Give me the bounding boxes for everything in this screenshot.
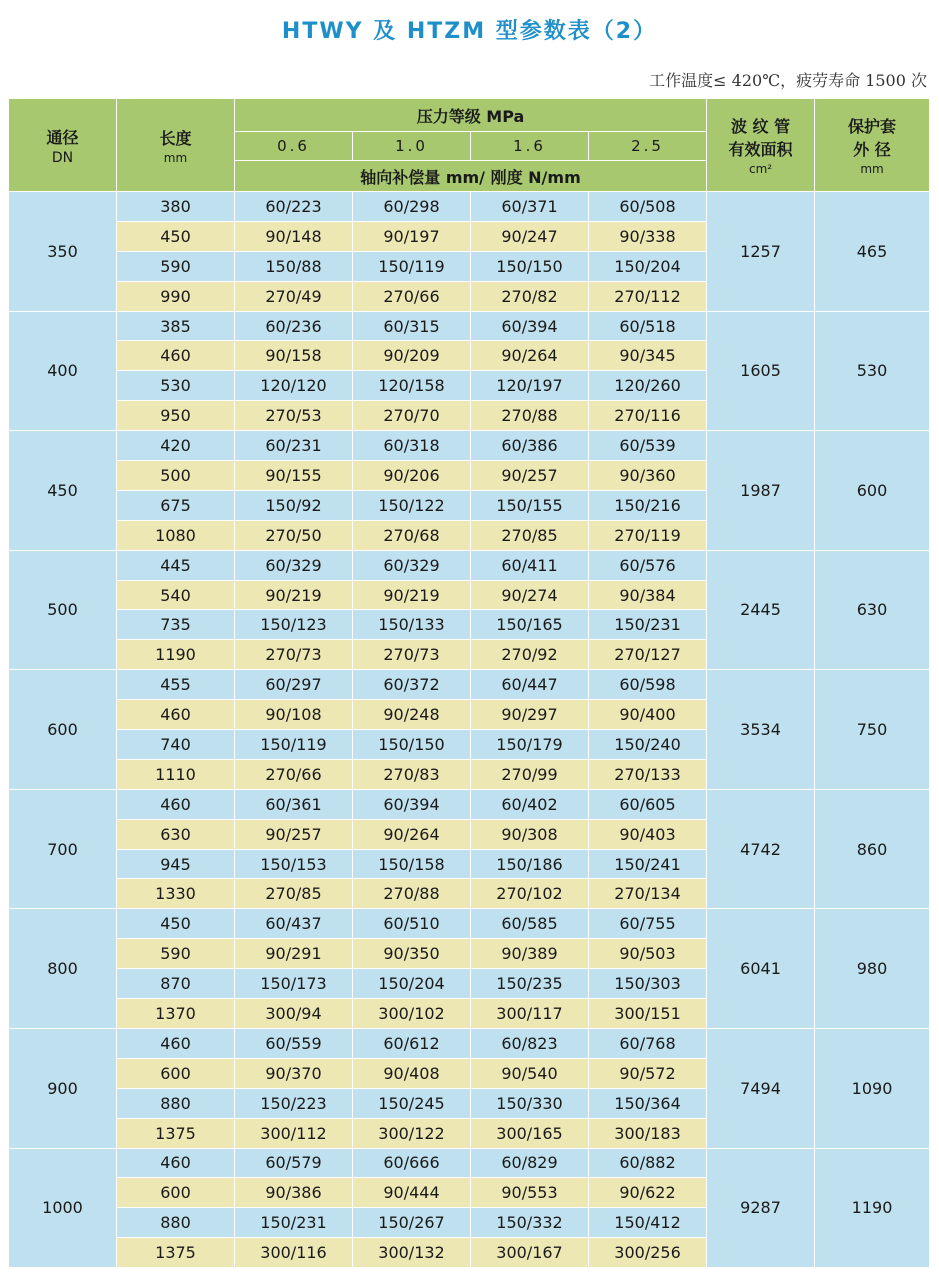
length-cell: 740 bbox=[117, 730, 235, 760]
value-cell: 300/167 bbox=[471, 1238, 589, 1268]
value-cell: 300/132 bbox=[353, 1238, 471, 1268]
length-cell: 590 bbox=[117, 939, 235, 969]
value-cell: 60/394 bbox=[471, 311, 589, 341]
length-cell: 1110 bbox=[117, 759, 235, 789]
sleeve-cell: 465 bbox=[815, 192, 930, 312]
dn-cell: 500 bbox=[9, 550, 117, 670]
value-cell: 60/361 bbox=[235, 789, 353, 819]
length-cell: 1080 bbox=[117, 520, 235, 550]
length-cell: 675 bbox=[117, 490, 235, 520]
length-cell: 1375 bbox=[117, 1118, 235, 1148]
length-cell: 1330 bbox=[117, 879, 235, 909]
value-cell: 60/371 bbox=[471, 192, 589, 222]
value-cell: 60/402 bbox=[471, 789, 589, 819]
area-cell: 1605 bbox=[707, 311, 815, 431]
area-cell: 6041 bbox=[707, 909, 815, 1029]
length-cell: 450 bbox=[117, 221, 235, 251]
value-cell: 60/318 bbox=[353, 431, 471, 461]
dn-cell: 800 bbox=[9, 909, 117, 1029]
value-cell: 90/389 bbox=[471, 939, 589, 969]
value-cell: 270/68 bbox=[353, 520, 471, 550]
length-cell: 540 bbox=[117, 580, 235, 610]
value-cell: 60/411 bbox=[471, 550, 589, 580]
table-row bbox=[9, 789, 930, 819]
dn-cell: 900 bbox=[9, 1028, 117, 1148]
length-cell: 420 bbox=[117, 431, 235, 461]
value-cell: 270/73 bbox=[235, 640, 353, 670]
value-cell: 90/209 bbox=[353, 341, 471, 371]
length-cell: 1375 bbox=[117, 1238, 235, 1268]
value-cell: 60/585 bbox=[471, 909, 589, 939]
sleeve-cell: 980 bbox=[815, 909, 930, 1029]
value-cell: 90/384 bbox=[589, 580, 707, 610]
value-cell: 90/386 bbox=[235, 1178, 353, 1208]
value-cell: 300/183 bbox=[589, 1118, 707, 1148]
length-cell: 455 bbox=[117, 670, 235, 700]
value-cell: 300/122 bbox=[353, 1118, 471, 1148]
value-cell: 60/236 bbox=[235, 311, 353, 341]
value-cell: 90/219 bbox=[353, 580, 471, 610]
table-row bbox=[9, 192, 930, 222]
value-cell: 90/274 bbox=[471, 580, 589, 610]
dn-cell: 700 bbox=[9, 789, 117, 909]
value-cell: 90/403 bbox=[589, 819, 707, 849]
length-cell: 460 bbox=[117, 1148, 235, 1178]
area-cell: 9287 bbox=[707, 1148, 815, 1268]
value-cell: 60/231 bbox=[235, 431, 353, 461]
length-cell: 880 bbox=[117, 1088, 235, 1118]
value-cell: 120/120 bbox=[235, 371, 353, 401]
value-cell: 270/119 bbox=[589, 520, 707, 550]
length-cell: 870 bbox=[117, 969, 235, 999]
value-cell: 90/345 bbox=[589, 341, 707, 371]
value-cell: 270/66 bbox=[353, 281, 471, 311]
value-cell: 60/329 bbox=[235, 550, 353, 580]
value-cell: 150/231 bbox=[235, 1208, 353, 1238]
value-cell: 60/612 bbox=[353, 1028, 471, 1058]
length-cell: 500 bbox=[117, 461, 235, 491]
value-cell: 150/150 bbox=[471, 251, 589, 281]
value-cell: 60/315 bbox=[353, 311, 471, 341]
page-title: HTWY 及 HTZM 型参数表（2） bbox=[281, 19, 658, 44]
length-cell: 445 bbox=[117, 550, 235, 580]
value-cell: 90/540 bbox=[471, 1058, 589, 1088]
sleeve-cell: 1190 bbox=[815, 1148, 930, 1268]
table-row bbox=[9, 431, 930, 461]
value-cell: 60/666 bbox=[353, 1148, 471, 1178]
table-body bbox=[9, 192, 930, 1268]
area-cell: 7494 bbox=[707, 1028, 815, 1148]
value-cell: 90/370 bbox=[235, 1058, 353, 1088]
value-cell: 270/88 bbox=[353, 879, 471, 909]
value-cell: 150/122 bbox=[353, 490, 471, 520]
value-cell: 120/260 bbox=[589, 371, 707, 401]
value-cell: 150/150 bbox=[353, 730, 471, 760]
value-cell: 60/508 bbox=[589, 192, 707, 222]
length-cell: 450 bbox=[117, 909, 235, 939]
value-cell: 60/768 bbox=[589, 1028, 707, 1058]
value-cell: 60/394 bbox=[353, 789, 471, 819]
length-cell: 945 bbox=[117, 849, 235, 879]
sleeve-cell: 530 bbox=[815, 311, 930, 431]
value-cell: 90/219 bbox=[235, 580, 353, 610]
value-cell: 150/153 bbox=[235, 849, 353, 879]
value-cell: 90/197 bbox=[353, 221, 471, 251]
value-cell: 60/829 bbox=[471, 1148, 589, 1178]
value-cell: 150/231 bbox=[589, 610, 707, 640]
value-cell: 270/85 bbox=[235, 879, 353, 909]
header-length: 长度 mm bbox=[117, 99, 235, 192]
length-cell: 385 bbox=[117, 311, 235, 341]
header-pressure-1: 1.0 bbox=[353, 132, 471, 161]
value-cell: 60/298 bbox=[353, 192, 471, 222]
value-cell: 60/372 bbox=[353, 670, 471, 700]
value-cell: 300/117 bbox=[471, 999, 589, 1029]
header-pressure-0: 0.6 bbox=[235, 132, 353, 161]
value-cell: 300/94 bbox=[235, 999, 353, 1029]
length-cell: 460 bbox=[117, 700, 235, 730]
value-cell: 60/223 bbox=[235, 192, 353, 222]
value-cell: 90/264 bbox=[471, 341, 589, 371]
value-cell: 270/85 bbox=[471, 520, 589, 550]
value-cell: 300/116 bbox=[235, 1238, 353, 1268]
value-cell: 150/119 bbox=[353, 251, 471, 281]
value-cell: 90/444 bbox=[353, 1178, 471, 1208]
value-cell: 90/338 bbox=[589, 221, 707, 251]
value-cell: 60/598 bbox=[589, 670, 707, 700]
value-cell: 90/264 bbox=[353, 819, 471, 849]
dn-cell: 400 bbox=[9, 311, 117, 431]
value-cell: 90/297 bbox=[471, 700, 589, 730]
value-cell: 150/241 bbox=[589, 849, 707, 879]
value-cell: 270/134 bbox=[589, 879, 707, 909]
value-cell: 150/303 bbox=[589, 969, 707, 999]
length-cell: 630 bbox=[117, 819, 235, 849]
value-cell: 150/133 bbox=[353, 610, 471, 640]
value-cell: 60/510 bbox=[353, 909, 471, 939]
value-cell: 270/66 bbox=[235, 759, 353, 789]
value-cell: 270/73 bbox=[353, 640, 471, 670]
value-cell: 90/206 bbox=[353, 461, 471, 491]
value-cell: 150/216 bbox=[589, 490, 707, 520]
table-header bbox=[9, 99, 930, 192]
value-cell: 120/158 bbox=[353, 371, 471, 401]
value-cell: 90/503 bbox=[589, 939, 707, 969]
value-cell: 270/82 bbox=[471, 281, 589, 311]
length-cell: 460 bbox=[117, 1028, 235, 1058]
value-cell: 60/559 bbox=[235, 1028, 353, 1058]
value-cell: 60/576 bbox=[589, 550, 707, 580]
value-cell: 90/158 bbox=[235, 341, 353, 371]
value-cell: 300/165 bbox=[471, 1118, 589, 1148]
value-cell: 270/133 bbox=[589, 759, 707, 789]
length-cell: 460 bbox=[117, 789, 235, 819]
value-cell: 90/360 bbox=[589, 461, 707, 491]
value-cell: 150/92 bbox=[235, 490, 353, 520]
value-cell: 300/256 bbox=[589, 1238, 707, 1268]
value-cell: 60/386 bbox=[471, 431, 589, 461]
page-subtitle: 工作温度≤ 420℃，疲劳寿命 1500 次 bbox=[649, 71, 927, 90]
value-cell: 300/102 bbox=[353, 999, 471, 1029]
area-cell: 2445 bbox=[707, 550, 815, 670]
area-cell: 4742 bbox=[707, 789, 815, 909]
value-cell: 150/245 bbox=[353, 1088, 471, 1118]
value-cell: 90/553 bbox=[471, 1178, 589, 1208]
value-cell: 60/579 bbox=[235, 1148, 353, 1178]
value-cell: 60/297 bbox=[235, 670, 353, 700]
value-cell: 90/572 bbox=[589, 1058, 707, 1088]
value-cell: 150/364 bbox=[589, 1088, 707, 1118]
length-cell: 1190 bbox=[117, 640, 235, 670]
value-cell: 150/330 bbox=[471, 1088, 589, 1118]
length-cell: 460 bbox=[117, 341, 235, 371]
value-cell: 90/400 bbox=[589, 700, 707, 730]
table-row bbox=[9, 311, 930, 341]
value-cell: 150/119 bbox=[235, 730, 353, 760]
sleeve-cell: 630 bbox=[815, 550, 930, 670]
table-row bbox=[9, 1148, 930, 1178]
value-cell: 150/267 bbox=[353, 1208, 471, 1238]
table-row bbox=[9, 550, 930, 580]
value-cell: 60/823 bbox=[471, 1028, 589, 1058]
table-row bbox=[9, 670, 930, 700]
value-cell: 150/88 bbox=[235, 251, 353, 281]
value-cell: 270/88 bbox=[471, 401, 589, 431]
value-cell: 150/235 bbox=[471, 969, 589, 999]
sleeve-cell: 750 bbox=[815, 670, 930, 790]
dn-cell: 350 bbox=[9, 192, 117, 312]
value-cell: 270/102 bbox=[471, 879, 589, 909]
value-cell: 150/155 bbox=[471, 490, 589, 520]
header-pressure-2: 1.6 bbox=[471, 132, 589, 161]
value-cell: 60/518 bbox=[589, 311, 707, 341]
value-cell: 90/155 bbox=[235, 461, 353, 491]
value-cell: 90/308 bbox=[471, 819, 589, 849]
value-cell: 270/99 bbox=[471, 759, 589, 789]
length-cell: 380 bbox=[117, 192, 235, 222]
header-area: 波 纹 管 有效面积 cm² bbox=[707, 99, 815, 192]
value-cell: 270/70 bbox=[353, 401, 471, 431]
length-cell: 1370 bbox=[117, 999, 235, 1029]
length-cell: 735 bbox=[117, 610, 235, 640]
value-cell: 150/158 bbox=[353, 849, 471, 879]
area-cell: 1987 bbox=[707, 431, 815, 551]
area-cell: 3534 bbox=[707, 670, 815, 790]
value-cell: 90/622 bbox=[589, 1178, 707, 1208]
value-cell: 90/291 bbox=[235, 939, 353, 969]
value-cell: 150/223 bbox=[235, 1088, 353, 1118]
header-pressure: 压力等级 MPa bbox=[235, 99, 707, 132]
value-cell: 150/240 bbox=[589, 730, 707, 760]
table-row bbox=[9, 1028, 930, 1058]
value-cell: 300/151 bbox=[589, 999, 707, 1029]
header-sleeve: 保护套 外 径 mm bbox=[815, 99, 930, 192]
value-cell: 270/49 bbox=[235, 281, 353, 311]
value-cell: 60/329 bbox=[353, 550, 471, 580]
value-cell: 60/605 bbox=[589, 789, 707, 819]
value-cell: 150/412 bbox=[589, 1208, 707, 1238]
value-cell: 60/755 bbox=[589, 909, 707, 939]
value-cell: 90/408 bbox=[353, 1058, 471, 1088]
value-cell: 90/248 bbox=[353, 700, 471, 730]
value-cell: 270/116 bbox=[589, 401, 707, 431]
length-cell: 600 bbox=[117, 1058, 235, 1088]
value-cell: 270/83 bbox=[353, 759, 471, 789]
dn-cell: 600 bbox=[9, 670, 117, 790]
value-cell: 270/112 bbox=[589, 281, 707, 311]
length-cell: 880 bbox=[117, 1208, 235, 1238]
value-cell: 90/148 bbox=[235, 221, 353, 251]
value-cell: 270/127 bbox=[589, 640, 707, 670]
sleeve-cell: 1090 bbox=[815, 1028, 930, 1148]
length-cell: 950 bbox=[117, 401, 235, 431]
value-cell: 150/123 bbox=[235, 610, 353, 640]
value-cell: 300/112 bbox=[235, 1118, 353, 1148]
value-cell: 60/437 bbox=[235, 909, 353, 939]
value-cell: 150/165 bbox=[471, 610, 589, 640]
value-cell: 150/186 bbox=[471, 849, 589, 879]
value-cell: 90/350 bbox=[353, 939, 471, 969]
area-cell: 1257 bbox=[707, 192, 815, 312]
parameter-table bbox=[8, 98, 930, 1268]
table-row bbox=[9, 909, 930, 939]
sleeve-cell: 600 bbox=[815, 431, 930, 551]
length-cell: 600 bbox=[117, 1178, 235, 1208]
value-cell: 270/50 bbox=[235, 520, 353, 550]
value-cell: 90/108 bbox=[235, 700, 353, 730]
value-cell: 90/257 bbox=[471, 461, 589, 491]
value-cell: 60/539 bbox=[589, 431, 707, 461]
value-cell: 150/332 bbox=[471, 1208, 589, 1238]
length-cell: 990 bbox=[117, 281, 235, 311]
length-cell: 590 bbox=[117, 251, 235, 281]
value-cell: 150/173 bbox=[235, 969, 353, 999]
value-cell: 60/882 bbox=[589, 1148, 707, 1178]
value-cell: 270/92 bbox=[471, 640, 589, 670]
length-cell: 530 bbox=[117, 371, 235, 401]
value-cell: 150/204 bbox=[589, 251, 707, 281]
value-cell: 270/53 bbox=[235, 401, 353, 431]
header-dn: 通径 DN bbox=[9, 99, 117, 192]
sleeve-cell: 860 bbox=[815, 789, 930, 909]
value-cell: 150/204 bbox=[353, 969, 471, 999]
dn-cell: 1000 bbox=[9, 1148, 117, 1268]
value-cell: 60/447 bbox=[471, 670, 589, 700]
header-pressure-3: 2.5 bbox=[589, 132, 707, 161]
value-cell: 90/247 bbox=[471, 221, 589, 251]
value-cell: 120/197 bbox=[471, 371, 589, 401]
value-cell: 90/257 bbox=[235, 819, 353, 849]
value-cell: 150/179 bbox=[471, 730, 589, 760]
dn-cell: 450 bbox=[9, 431, 117, 551]
header-compensation: 轴向补偿量 mm/ 刚度 N/mm bbox=[235, 161, 707, 192]
